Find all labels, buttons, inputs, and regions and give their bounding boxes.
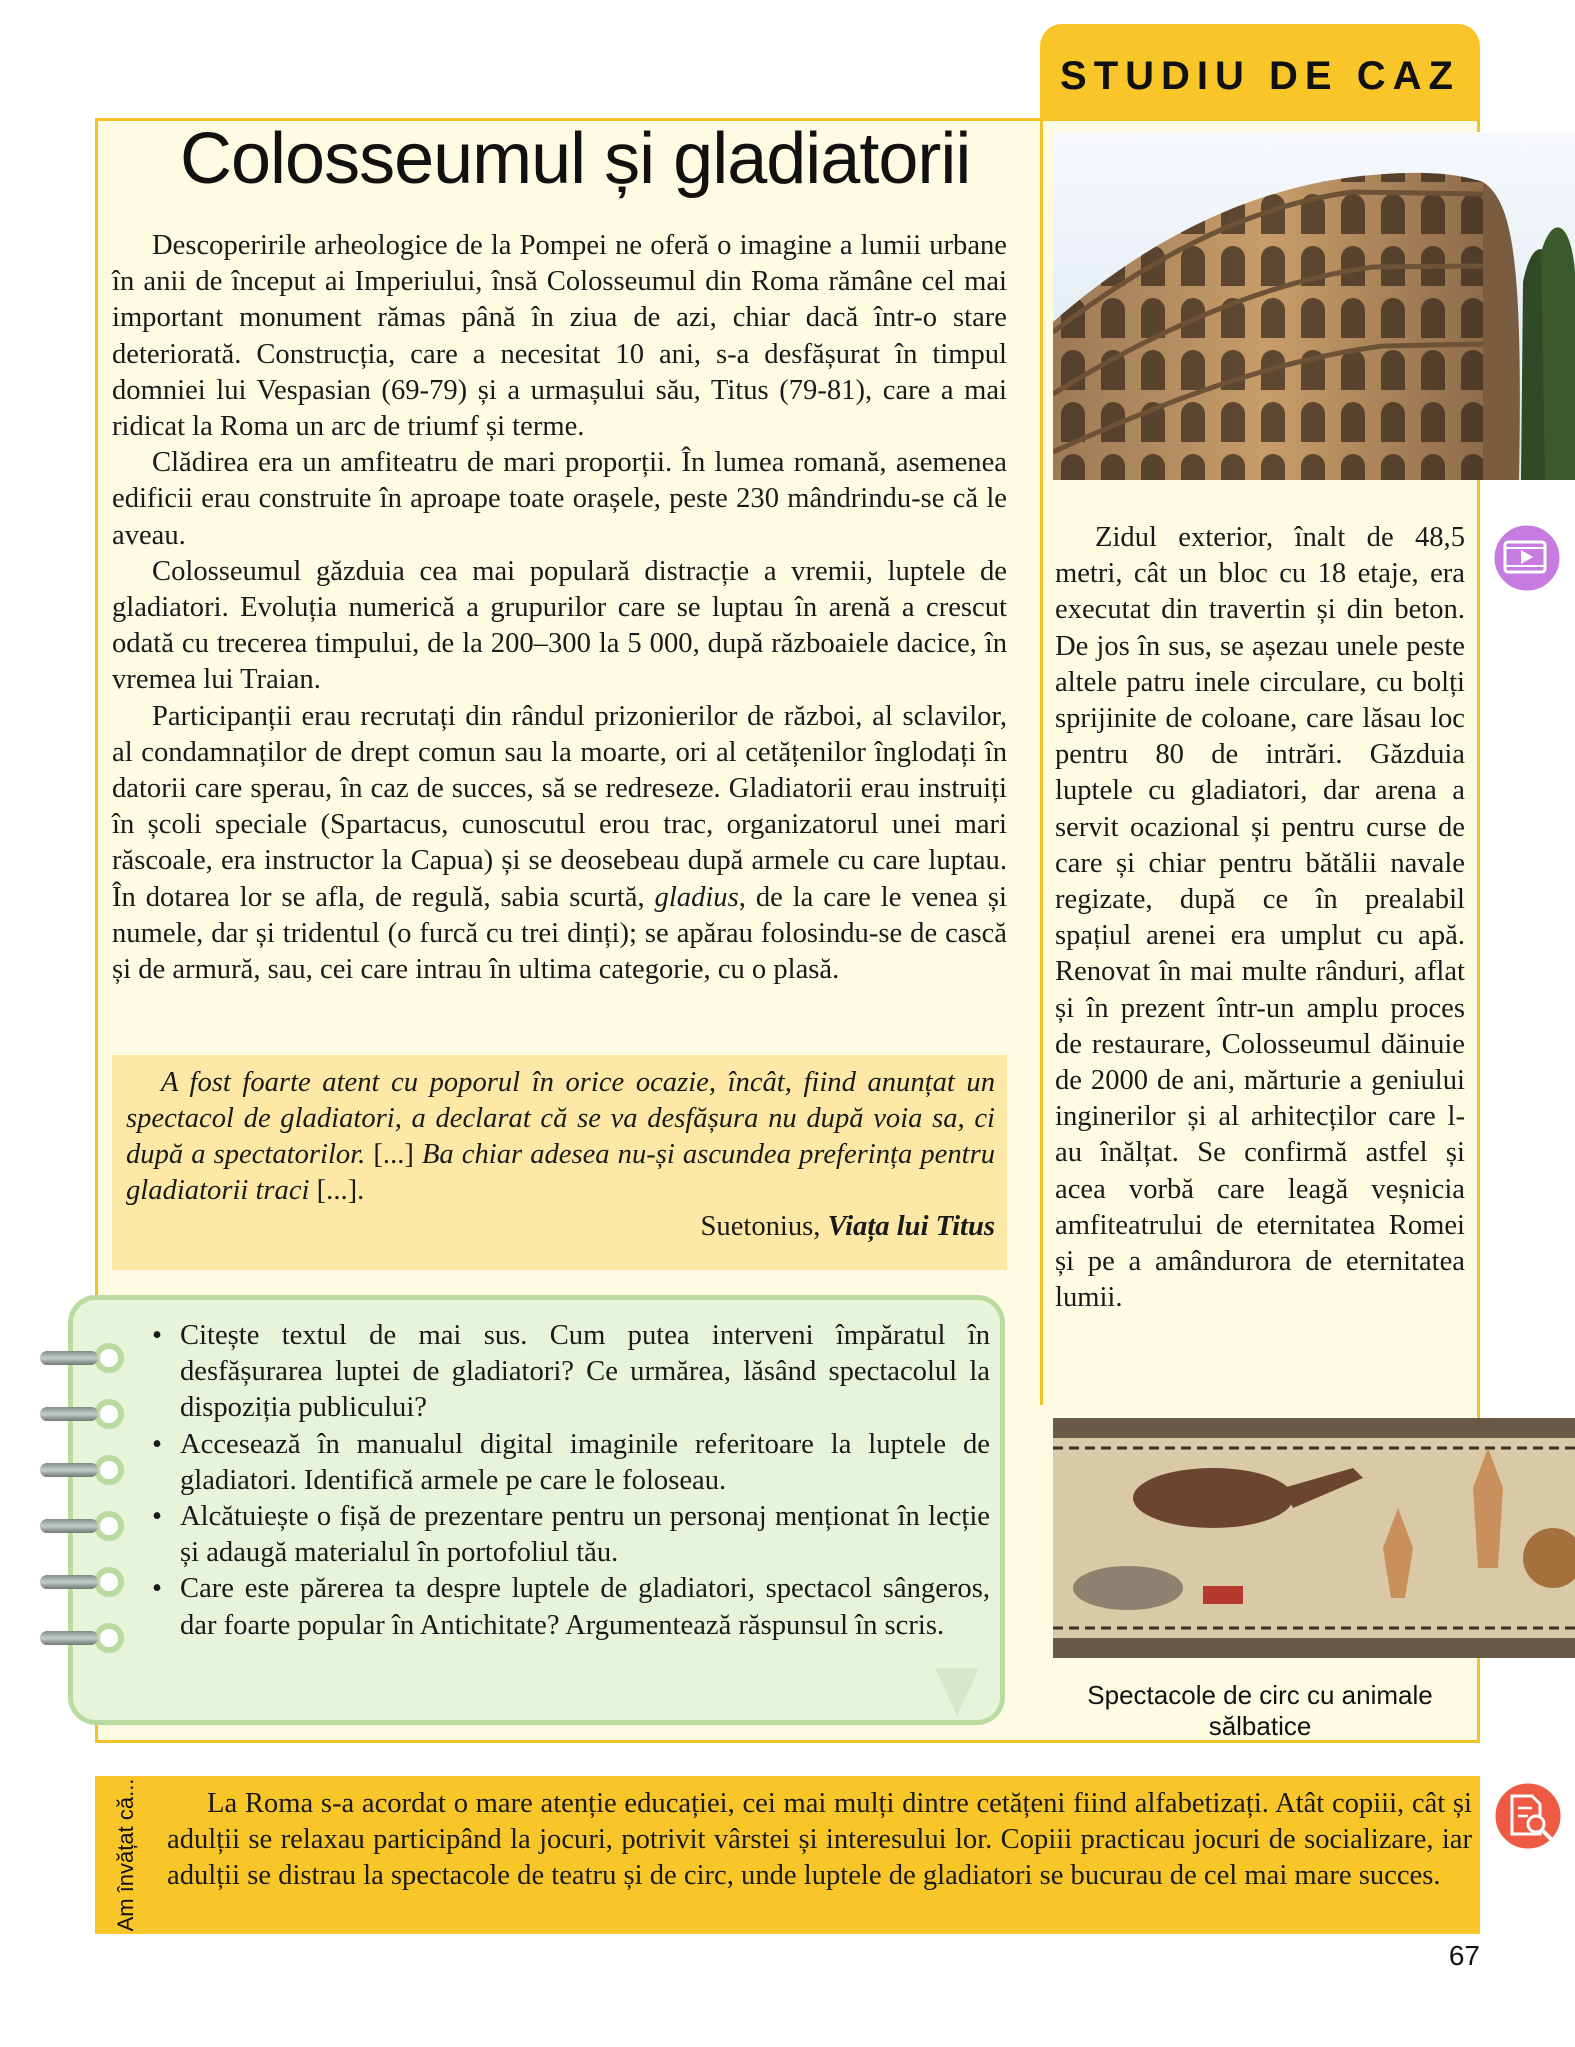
page-curl-marker (935, 1668, 979, 1716)
task-item: • Accesează în manualul digital imaginile referitoare la luptele de gladiatori. Identifică armele pe care le foloseau. (152, 1427, 990, 1499)
article-paragraph: Descoperirile arheologice de la Pompei ne oferă o imagine a lumii urbane în anii de început ai Imperiului, însă Colosseumul din Roma rămâne cel mai important monument rămas până în ziua de azi, chiar dacă într-o stare deteriorată. Construcția, care a necesitat 10 ani, s-a desfășurat în timpul domniei lui Vespasian (69-79) și a urmașului său, Titus (79-81), care a mai ridicat la Roma un arc de triumf și terme. (112, 230, 1007, 443)
column-divider (1040, 118, 1043, 1405)
main-article (112, 228, 1007, 988)
spiral-ring (60, 1513, 112, 1541)
search-document-icon[interactable] (1490, 1778, 1566, 1854)
colosseum-description (1055, 520, 1465, 1316)
article-paragraph (112, 699, 1007, 989)
quote-part: A fost foarte atent cu poporul în orice ocazie, încât, fiind anunțat un spectacol de gladiatori, a declarat că se va desfășura nu după voia sa, ci după a spectatorilor. (126, 1067, 995, 1170)
article-paragraph: Colosseumul găzduia cea mai populară distracție a vremii, luptele de gladiatori. Evoluția numerică a grupurilor care se luptau în arenă a crescut odată cu trecerea timpului, de la 200–300 la 5 000, după războaiele dacice, în vremea lui Traian. (112, 555, 1007, 696)
spiral-ring (60, 1345, 112, 1373)
article-paragraph: Clădirea era un amfiteatru de mari proporții. În lumea romană, asemenea edificii erau construite în aproape toate orașele, peste 230 mândrindu-se că le aveau. (112, 447, 1007, 551)
quote-part: Ba chiar adesea nu-și ascundea preferința pentru gladiatorii traci (126, 1139, 995, 1206)
sidebar-paragraph: Zidul exterior, înalt de 48,5 metri, cât un bloc cu 18 etaje, era executat din travertin și din beton. De jos în sus, se așezau unele peste altele patru inele circulare, cu bolți sprijinite de coloane, care lăsau loc pentru 80 de intrări. Găzduia luptele cu gladiatori, dar arena a servit ocazional și pentru curse de care și chiar pentru bătălii navale regizate, după ce în prealabil spațiul arenei era umplut cu apă. Renovat în mai multe rânduri, aflat și în prezent într-un amplu proces de restaurare, Colosseumul dăinuie de 2000 de ani, mărturie a geniului inginerilor și al arhitecților care l-au înălțat. Se confirmă astfel și acea vorbă care leagă veșnicia amfiteatrului de eternitatea Romei și pe a amândurora de eternitatea lumii. (1055, 522, 1465, 1314)
spiral-ring (60, 1569, 112, 1597)
mosaic-image (1053, 1418, 1575, 1658)
quote-author: Suetonius, (700, 1211, 828, 1242)
learned-label: Am învățat că... (113, 1778, 138, 1932)
colosseum-photo (1053, 132, 1575, 480)
spiral-ring (60, 1401, 112, 1429)
mosaic-caption: Spectacole de circ cu animale sălbatice (1087, 1680, 1433, 1741)
case-study-label: STUDIU DE CAZ (1060, 54, 1460, 98)
quote-work: Viața lui Titus (827, 1211, 995, 1242)
page-number: 67 (1448, 1940, 1480, 1971)
quote-ellipsis: [...] (365, 1139, 422, 1170)
paragraph-text: , de la care le venea și numele, dar și tridentul (o furcă cu trei dinți); se apărau folosindu-se de cască și de armură, sau, cei care intrau în ultima categorie, cu o plasă. (112, 881, 1007, 986)
task-list (152, 1318, 990, 1644)
case-study-tab (1040, 24, 1480, 120)
task-item: • Alcătuiește o fișă de prezentare pentru un personaj menționat în lecție și adaugă materialul în portofoliul tău. (152, 1499, 990, 1571)
learned-label-box (95, 1776, 157, 1934)
learned-text: La Roma s-a acordat o mare atenție educației, cei mai mulți dintre cetățeni fiind alfabetizați. Atât copiii, cât și adulții se relaxau participând la jocuri, potrivit vârstei și interesului lor. Copiii practicau jocuri de socializare, iar adulții se distrau la spectacole de teatru și de circ, unde luptele de gladiatori se bucurau de cel mai mare succes. (167, 1788, 1472, 1892)
spiral-ring (60, 1625, 112, 1653)
quote-text (126, 1065, 995, 1209)
video-icon[interactable] (1489, 520, 1569, 596)
paragraph-text: Participanții erau recrutați din rândul prizonierilor de război, al sclavilor, al condamnaților de drept comun sau la moarte, ori al cetățenilor înglodați în datorii care sperau, în caz de succes, să se redreseze. Gladiatorii erau instruiți în școli speciale (Spartacus, cunoscutul erou trac, organizatorul unei mari răscoale, era instructor la Capua) și se deosebeau după armele cu care luptau. În dotarea lor se afla, de regulă, sabia scurtă, (112, 700, 1007, 913)
task-item: • Care este părerea ta despre luptele de gladiatori, spectacol sângeros, dar foarte popular în Antichitate? Argumentează răspunsul în scris. (152, 1571, 990, 1643)
task-item: • Citește textul de mai sus. Cum putea interveni împăratul în desfășurarea luptei de gladiatori? Ce urmărea, lăsând spectacolul la dispoziția publicului? (152, 1318, 990, 1427)
quote-ellipsis: [...]. (309, 1175, 365, 1206)
spiral-ring (60, 1457, 112, 1485)
quote-source (126, 1209, 995, 1245)
source-quote (112, 1055, 1007, 1270)
page-title: Colosseumul și gladiatorii (180, 119, 971, 199)
gladius-term: gladius (654, 881, 739, 913)
